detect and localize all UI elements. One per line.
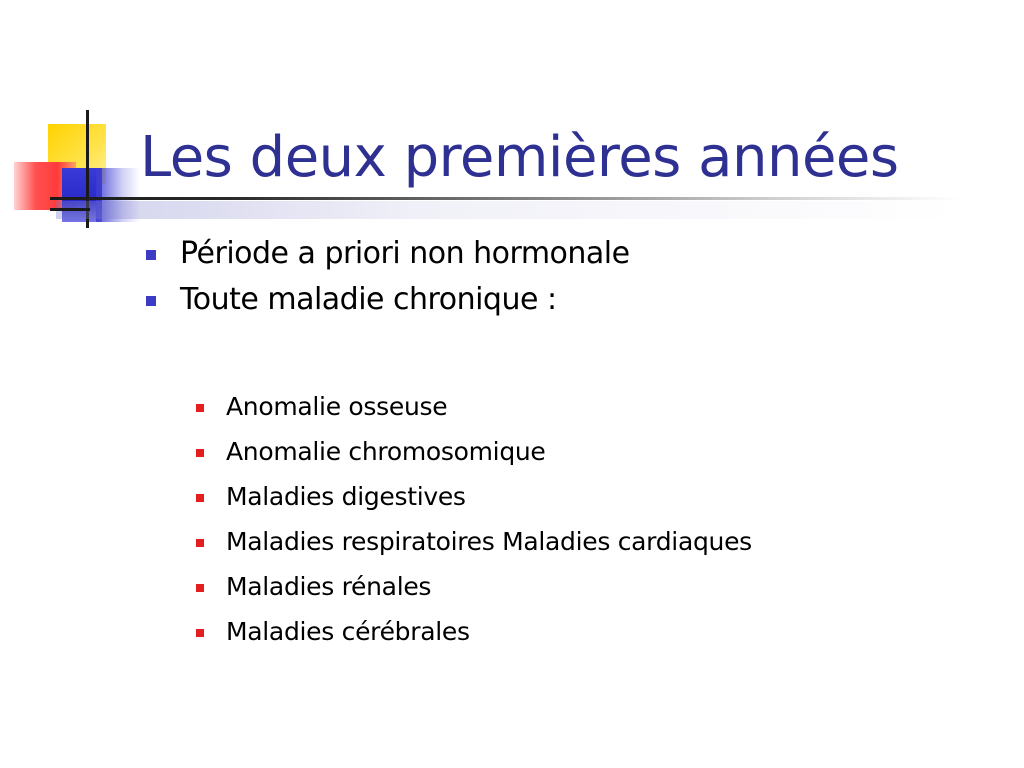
list-item <box>146 278 630 324</box>
square-bullet-icon <box>196 539 204 547</box>
square-bullet-icon <box>196 404 204 412</box>
title-underline-short <box>50 208 90 211</box>
list-item <box>196 613 752 658</box>
title-underline <box>50 197 960 200</box>
sub-bullet-list <box>196 388 752 658</box>
sub-bullet-text: Anomalie osseuse <box>226 392 448 421</box>
bullet-text: Période a priori non hormonale <box>180 236 630 271</box>
sub-bullet-text: Maladies respiratoires Maladies cardiaques <box>226 527 752 556</box>
title-underline-shadow <box>56 201 956 219</box>
bullet-text: Toute maladie chronique : <box>180 282 557 317</box>
list-item <box>146 232 630 278</box>
list-item <box>196 478 752 523</box>
list-item <box>196 568 752 613</box>
sub-bullet-text: Maladies cérébrales <box>226 617 470 646</box>
list-item <box>196 388 752 433</box>
sub-bullet-text: Maladies digestives <box>226 482 466 511</box>
list-item <box>196 523 752 568</box>
square-bullet-icon <box>196 494 204 502</box>
list-item <box>196 433 752 478</box>
main-bullet-list <box>146 232 630 324</box>
sub-bullet-text: Anomalie chromosomique <box>226 437 546 466</box>
square-bullet-icon <box>146 250 156 260</box>
square-bullet-icon <box>196 629 204 637</box>
square-bullet-icon <box>196 449 204 457</box>
square-bullet-icon <box>196 584 204 592</box>
sub-bullet-text: Maladies rénales <box>226 572 432 601</box>
slide-title: Les deux premières années <box>140 125 899 190</box>
square-bullet-icon <box>146 296 156 306</box>
